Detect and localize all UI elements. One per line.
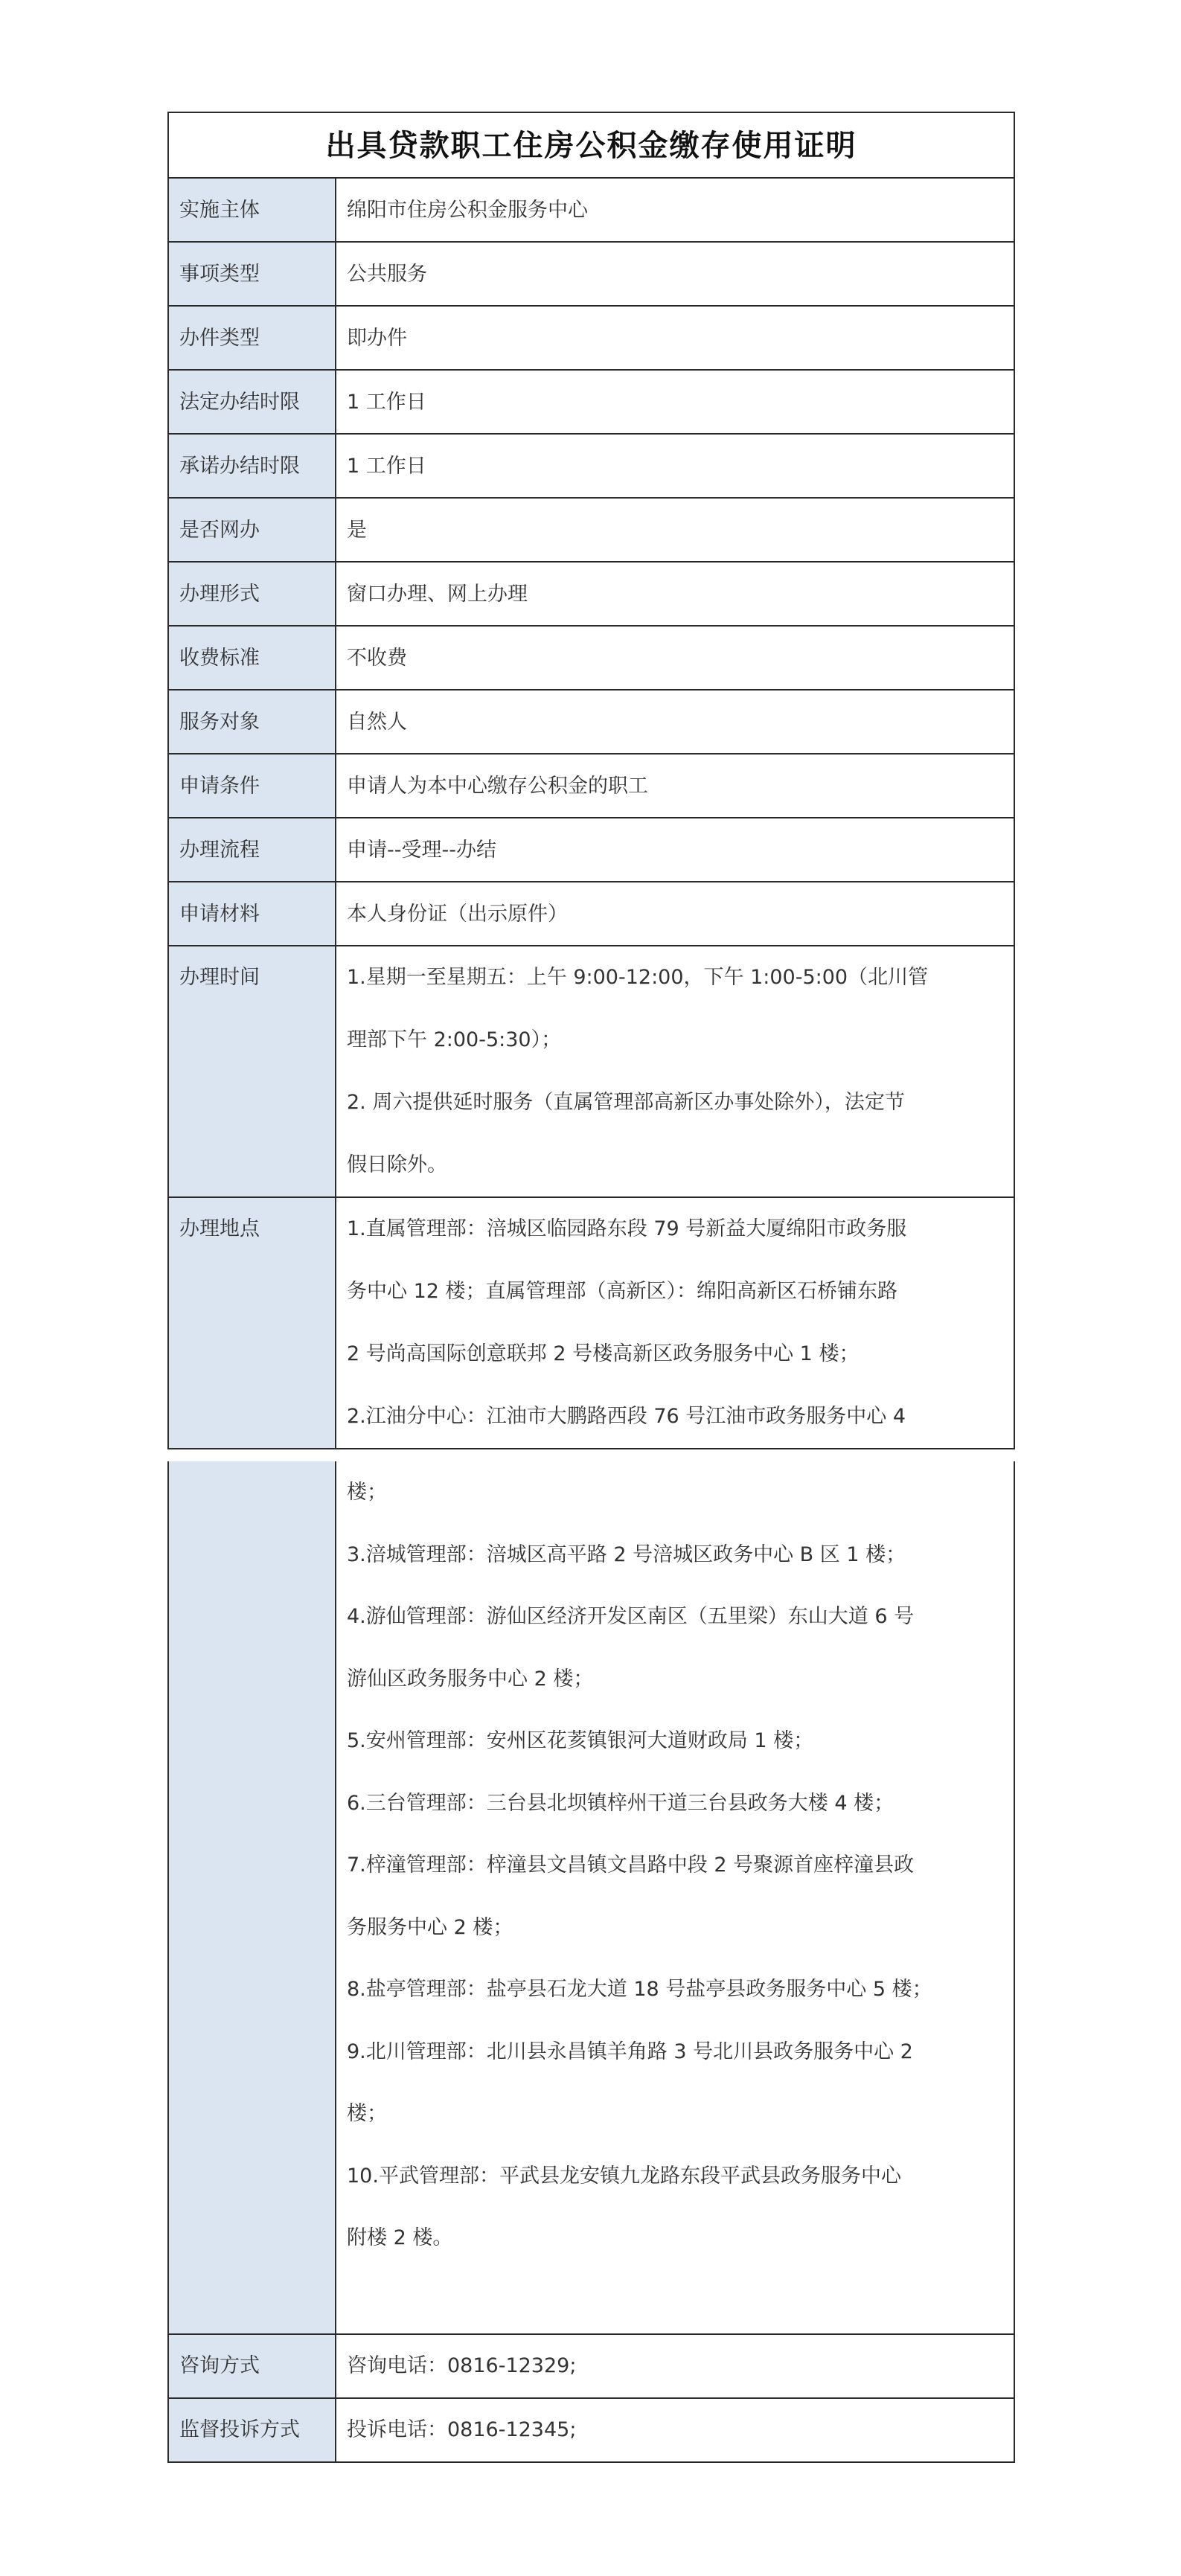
location-line: 5.安州管理部：安州区花荄镇银河大道财政局 1 楼；: [347, 1729, 814, 1752]
table-row: [168, 562, 1014, 626]
document-title: 出具贷款职工住房公积金缴存使用证明: [168, 112, 1014, 178]
location-line: 6.三台管理部：三台县北坝镇梓州干道三台县政务大楼 4 楼；: [347, 1791, 894, 1815]
location-line: 1.直属管理部：涪城区临园路东段 79 号新益大厦绵阳市政务服: [347, 1217, 907, 1240]
table-row: [168, 242, 1014, 306]
row-label: 申请条件: [168, 754, 336, 818]
locations-label: 办理地点: [168, 1197, 336, 1449]
table-row: [168, 754, 1014, 818]
office-hours-value: [336, 946, 1014, 1197]
location-line: 楼；: [347, 1481, 387, 1504]
row-label: 事项类型: [168, 242, 336, 306]
location-line: 10.平武管理部：平武县龙安镇九龙路东段平武县政务服务中心: [347, 2164, 901, 2188]
complaint-label: 监督投诉方式: [168, 2398, 336, 2462]
location-line: 9.北川管理部：北川县永昌镇羊角路 3 号北川县政务服务中心 2: [347, 2040, 913, 2063]
row-label: 服务对象: [168, 690, 336, 754]
table-row: [168, 818, 1014, 882]
locations-row: [168, 1197, 1014, 1449]
row-value: 即办件: [336, 306, 1014, 370]
consult-value: 咨询电话：0816-12329;: [336, 2334, 1014, 2398]
row-label: 办理流程: [168, 818, 336, 882]
office-hours-line: 2. 周六提供延时服务（直属管理部高新区办事处除外），法定节: [347, 1091, 905, 1114]
row-value: 不收费: [336, 626, 1014, 690]
location-line: 4.游仙管理部：游仙区经济开发区南区（五里梁）东山大道 6 号: [347, 1605, 915, 1628]
row-value: 绵阳市住房公积金服务中心: [336, 178, 1014, 242]
office-hours-label: 办理时间: [168, 946, 336, 1197]
service-info-table: [167, 112, 1015, 1449]
row-label: 法定办结时限: [168, 370, 336, 434]
location-line: 游仙区政务服务中心 2 楼；: [347, 1667, 594, 1691]
consult-row: [168, 2334, 1014, 2398]
office-hours-row: [168, 946, 1014, 1197]
locations-value: [336, 1197, 1014, 1449]
locations-label-continued: [168, 1461, 336, 2334]
row-value: 窗口办理、网上办理: [336, 562, 1014, 626]
location-line: 附楼 2 楼。: [347, 2226, 453, 2249]
location-line: 8.盐亭管理部：盐亭县石龙大道 18 号盐亭县政务服务中心 5 楼；: [347, 1978, 932, 2001]
row-label: 是否网办: [168, 498, 336, 562]
location-line: 3.涪城管理部：涪城区高平路 2 号涪城区政务中心 B 区 1 楼；: [347, 1542, 906, 1566]
blank-space: [347, 2269, 1006, 2333]
complaint-value: 投诉电话：0816-12345;: [336, 2398, 1014, 2462]
service-info-table-continued: [167, 1461, 1015, 2463]
table-row: [168, 178, 1014, 242]
row-value: 1 工作日: [336, 370, 1014, 434]
row-label: 申请材料: [168, 882, 336, 946]
table-row: [168, 434, 1014, 498]
table-row: [168, 306, 1014, 370]
location-line: 务服务中心 2 楼；: [347, 1915, 513, 1939]
table-row: [168, 882, 1014, 946]
locations-value-continued: [336, 1461, 1014, 2334]
table-row: [168, 498, 1014, 562]
row-label: 收费标准: [168, 626, 336, 690]
row-value: 1 工作日: [336, 434, 1014, 498]
row-value: 本人身份证（出示原件）: [336, 882, 1014, 946]
location-line: 7.梓潼管理部：梓潼县文昌镇文昌路中段 2 号聚源首座梓潼县政: [347, 1853, 915, 1877]
complaint-row: [168, 2398, 1014, 2462]
office-hours-line: 理部下午 2:00-5:30）；: [347, 1028, 562, 1051]
row-value: 自然人: [336, 690, 1014, 754]
locations-row-continued: [168, 1461, 1014, 2334]
row-value: 申请人为本中心缴存公积金的职工: [336, 754, 1014, 818]
consult-label: 咨询方式: [168, 2334, 336, 2398]
office-hours-line: 1.星期一至星期五：上午 9:00-12:00，下午 1:00-5:00（北川管: [347, 966, 929, 989]
location-line: 楼；: [347, 2102, 387, 2125]
location-line: 2 号尚高国际创意联邦 2 号楼高新区政务服务中心 1 楼；: [347, 1342, 860, 1365]
row-label: 办理形式: [168, 562, 336, 626]
row-value: 公共服务: [336, 242, 1014, 306]
table-row: [168, 626, 1014, 690]
row-label: 承诺办结时限: [168, 434, 336, 498]
table-row: [168, 370, 1014, 434]
row-label: 办件类型: [168, 306, 336, 370]
row-value: 申请--受理--办结: [336, 818, 1014, 882]
office-hours-line: 假日除外。: [347, 1153, 447, 1176]
location-line: 务中心 12 楼；直属管理部（高新区）：绵阳高新区石桥铺东路: [347, 1280, 898, 1303]
table-row: [168, 690, 1014, 754]
location-line: 2.江油分中心：江油市大鹏路西段 76 号江油市政务服务中心 4: [347, 1405, 906, 1428]
row-value: 是: [336, 498, 1014, 562]
row-label: 实施主体: [168, 178, 336, 242]
